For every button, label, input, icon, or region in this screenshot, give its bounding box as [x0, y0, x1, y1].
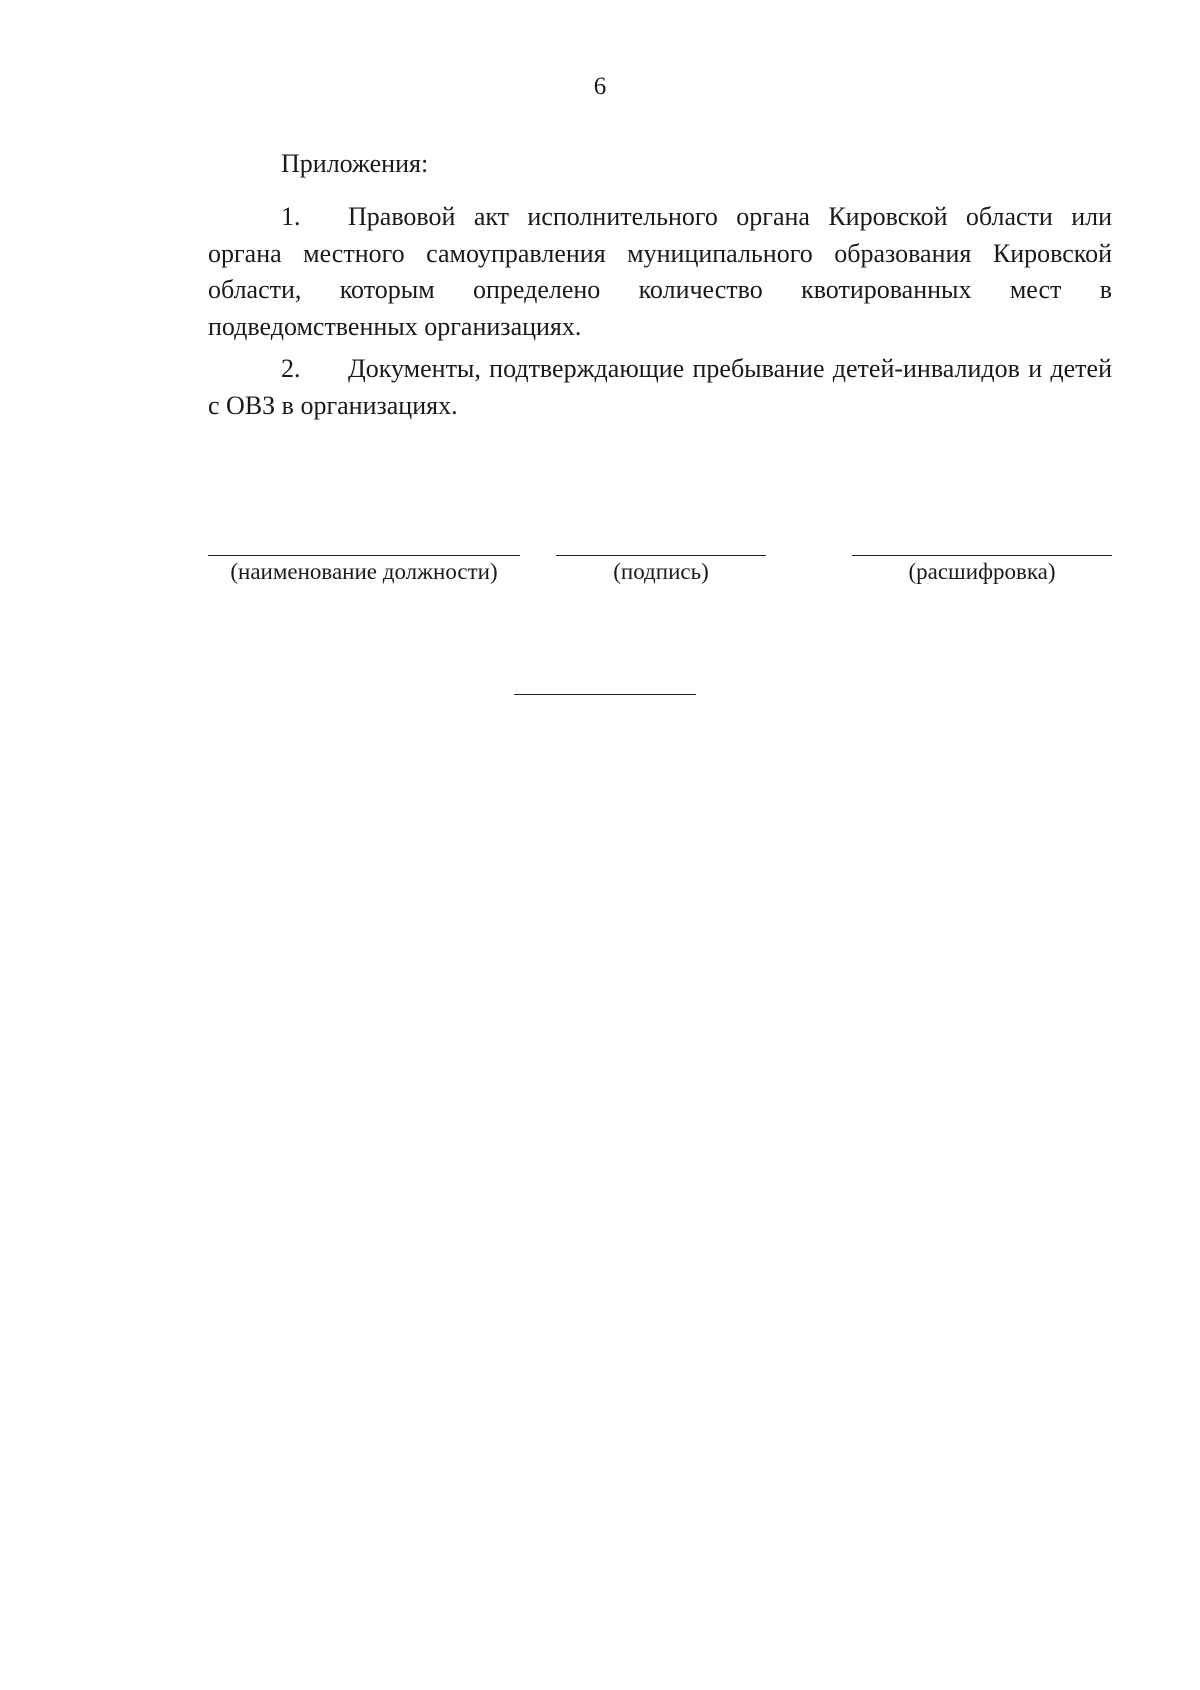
attachment-item-text: Документы, подтверждающие пребывание детей-инвалидов и детей с ОВЗ в организациях.: [208, 354, 1112, 420]
document-end-rule: [514, 694, 696, 695]
attachments-heading: Приложения:: [281, 149, 429, 178]
position-signature-line: [208, 555, 520, 556]
attachment-item-number: 2.: [281, 354, 301, 383]
signature-line: [556, 555, 766, 556]
page-number: 6: [593, 73, 607, 100]
decoding-signature-line: [852, 555, 1112, 556]
position-caption: (наименование должности): [230, 559, 498, 584]
attachment-item-text: Правовой акт исполнительного органа Кировской области или органа местного самоуправления муниципального образования Кировской области, которым определено количество квотированных мест в подведомственных организациях.: [208, 202, 1112, 341]
signature-caption: (подпись): [613, 559, 709, 584]
decoding-caption: (расшифровка): [908, 559, 1056, 584]
attachment-item-1: [208, 199, 1112, 345]
attachment-item-2: [208, 351, 1112, 424]
attachment-item-number: 1.: [281, 202, 301, 231]
